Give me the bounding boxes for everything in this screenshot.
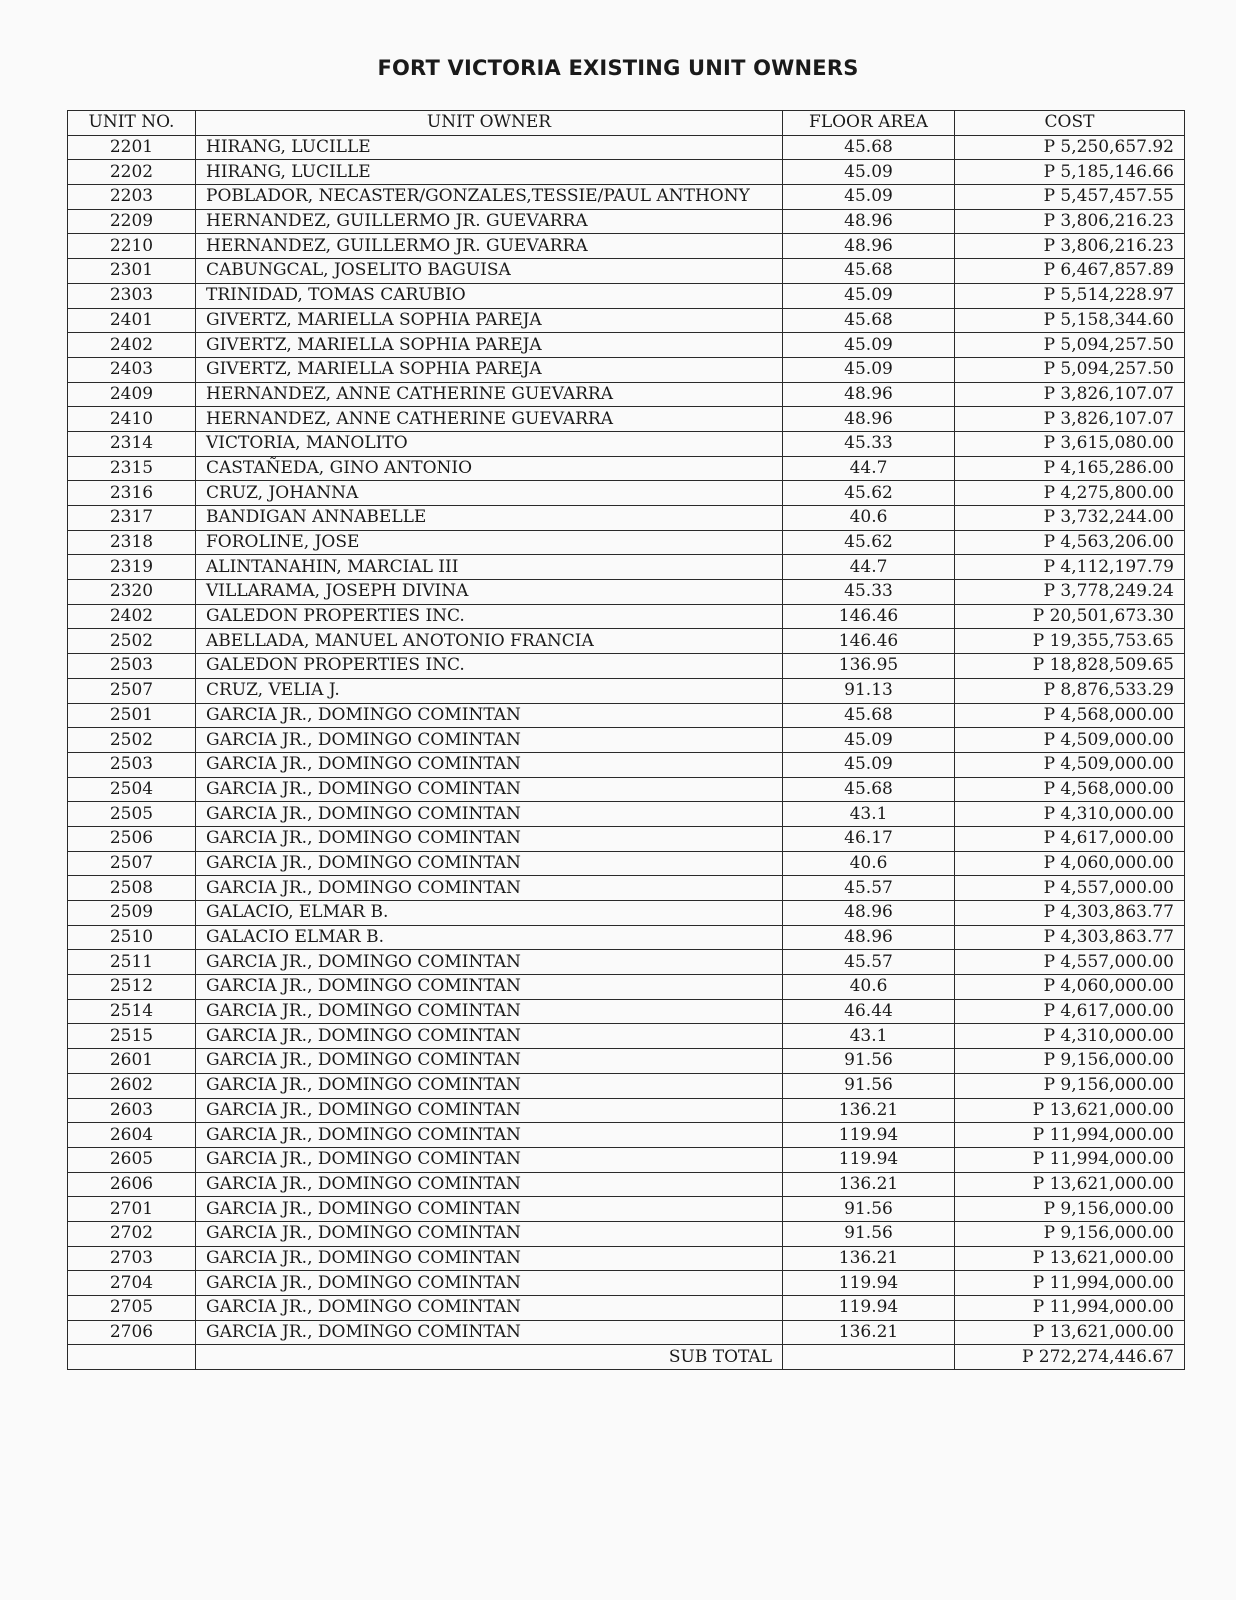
unit-no-cell: 2502 bbox=[68, 629, 196, 654]
table-row bbox=[68, 629, 1185, 654]
subtotal-value: P 272,274,446.67 bbox=[955, 1345, 1185, 1370]
unit-owner-cell: GARCIA JR., DOMINGO COMINTAN bbox=[196, 975, 783, 1000]
cost-cell: P 3,778,249.24 bbox=[955, 580, 1185, 605]
cost-cell: P 5,094,257.50 bbox=[955, 333, 1185, 358]
unit-owner-cell: GARCIA JR., DOMINGO COMINTAN bbox=[196, 1123, 783, 1148]
table-row bbox=[68, 826, 1185, 851]
table-row bbox=[68, 580, 1185, 605]
header-row bbox=[68, 111, 1185, 136]
unit-no-cell: 2606 bbox=[68, 1172, 196, 1197]
floor-area-cell: 40.6 bbox=[783, 851, 955, 876]
unit-owner-cell: GARCIA JR., DOMINGO COMINTAN bbox=[196, 1098, 783, 1123]
floor-area-cell: 119.94 bbox=[783, 1296, 955, 1321]
unit-owner-cell: GARCIA JR., DOMINGO COMINTAN bbox=[196, 1296, 783, 1321]
unit-owner-cell: HERNANDEZ, GUILLERMO JR. GUEVARRA bbox=[196, 209, 783, 234]
unit-owner-cell: GARCIA JR., DOMINGO COMINTAN bbox=[196, 1197, 783, 1222]
unit-no-cell: 2314 bbox=[68, 431, 196, 456]
unit-owner-cell: HERNANDEZ, ANNE CATHERINE GUEVARRA bbox=[196, 382, 783, 407]
unit-owner-cell: GALEDON PROPERTIES INC. bbox=[196, 654, 783, 679]
unit-no-cell: 2704 bbox=[68, 1271, 196, 1296]
table-row bbox=[68, 950, 1185, 975]
table-row bbox=[68, 1271, 1185, 1296]
unit-no-cell: 2403 bbox=[68, 357, 196, 382]
table-body bbox=[68, 135, 1185, 1345]
unit-owner-cell: GARCIA JR., DOMINGO COMINTAN bbox=[196, 1221, 783, 1246]
table-row bbox=[68, 431, 1185, 456]
unit-owner-cell: POBLADOR, NECASTER/GONZALES,TESSIE/PAUL ANTHONY bbox=[196, 185, 783, 210]
unit-no-cell: 2201 bbox=[68, 135, 196, 160]
cost-cell: P 4,557,000.00 bbox=[955, 950, 1185, 975]
unit-owner-cell: GIVERTZ, MARIELLA SOPHIA PAREJA bbox=[196, 357, 783, 382]
table-row bbox=[68, 530, 1185, 555]
cost-cell: P 11,994,000.00 bbox=[955, 1296, 1185, 1321]
cost-cell: P 4,563,206.00 bbox=[955, 530, 1185, 555]
table-row bbox=[68, 1246, 1185, 1271]
unit-owner-cell: GIVERTZ, MARIELLA SOPHIA PAREJA bbox=[196, 308, 783, 333]
unit-owner-cell: GARCIA JR., DOMINGO COMINTAN bbox=[196, 703, 783, 728]
unit-no-cell: 2203 bbox=[68, 185, 196, 210]
unit-no-cell: 2706 bbox=[68, 1320, 196, 1345]
floor-area-cell: 45.09 bbox=[783, 333, 955, 358]
unit-no-cell: 2604 bbox=[68, 1123, 196, 1148]
unit-no-cell: 2319 bbox=[68, 555, 196, 580]
cost-cell: P 13,621,000.00 bbox=[955, 1172, 1185, 1197]
table-row bbox=[68, 456, 1185, 481]
table-row bbox=[68, 308, 1185, 333]
subtotal-row bbox=[68, 1345, 1185, 1370]
cost-cell: P 9,156,000.00 bbox=[955, 1197, 1185, 1222]
floor-area-cell: 45.68 bbox=[783, 135, 955, 160]
unit-no-cell: 2318 bbox=[68, 530, 196, 555]
unit-owners-table bbox=[67, 110, 1185, 1370]
cost-cell: P 4,617,000.00 bbox=[955, 999, 1185, 1024]
unit-owner-cell: CRUZ, VELIA J. bbox=[196, 678, 783, 703]
cost-cell: P 4,310,000.00 bbox=[955, 1024, 1185, 1049]
table-row bbox=[68, 925, 1185, 950]
floor-area-cell: 44.7 bbox=[783, 555, 955, 580]
unit-no-cell: 2510 bbox=[68, 925, 196, 950]
unit-owner-cell: CRUZ, JOHANNA bbox=[196, 481, 783, 506]
table-row bbox=[68, 802, 1185, 827]
unit-owner-cell: GARCIA JR., DOMINGO COMINTAN bbox=[196, 1172, 783, 1197]
table-row bbox=[68, 678, 1185, 703]
unit-no-cell: 2202 bbox=[68, 160, 196, 185]
floor-area-cell: 40.6 bbox=[783, 506, 955, 531]
floor-area-cell: 136.21 bbox=[783, 1320, 955, 1345]
table-row bbox=[68, 1172, 1185, 1197]
cost-cell: P 11,994,000.00 bbox=[955, 1123, 1185, 1148]
unit-owner-cell: HERNANDEZ, ANNE CATHERINE GUEVARRA bbox=[196, 407, 783, 432]
floor-area-cell: 48.96 bbox=[783, 925, 955, 950]
table-row bbox=[68, 777, 1185, 802]
table-row bbox=[68, 728, 1185, 753]
floor-area-cell: 46.44 bbox=[783, 999, 955, 1024]
table-row bbox=[68, 851, 1185, 876]
unit-no-cell: 2702 bbox=[68, 1221, 196, 1246]
table-row bbox=[68, 1123, 1185, 1148]
cost-cell: P 4,509,000.00 bbox=[955, 728, 1185, 753]
cost-cell: P 5,185,146.66 bbox=[955, 160, 1185, 185]
cost-cell: P 3,826,107.07 bbox=[955, 407, 1185, 432]
subtotal-label: SUB TOTAL bbox=[196, 1345, 783, 1370]
unit-no-cell: 2512 bbox=[68, 975, 196, 1000]
cost-cell: P 19,355,753.65 bbox=[955, 629, 1185, 654]
unit-no-cell: 2502 bbox=[68, 728, 196, 753]
floor-area-cell: 146.46 bbox=[783, 629, 955, 654]
cost-cell: P 4,060,000.00 bbox=[955, 975, 1185, 1000]
floor-area-cell: 46.17 bbox=[783, 826, 955, 851]
cost-cell: P 18,828,509.65 bbox=[955, 654, 1185, 679]
table-row bbox=[68, 357, 1185, 382]
unit-no-cell: 2401 bbox=[68, 308, 196, 333]
unit-owner-cell: GIVERTZ, MARIELLA SOPHIA PAREJA bbox=[196, 333, 783, 358]
table-row bbox=[68, 975, 1185, 1000]
table-row bbox=[68, 555, 1185, 580]
unit-owner-cell: GALEDON PROPERTIES INC. bbox=[196, 604, 783, 629]
unit-no-cell: 2605 bbox=[68, 1147, 196, 1172]
unit-no-cell: 2705 bbox=[68, 1296, 196, 1321]
floor-area-cell: 44.7 bbox=[783, 456, 955, 481]
cost-cell: P 4,165,286.00 bbox=[955, 456, 1185, 481]
cost-cell: P 4,568,000.00 bbox=[955, 777, 1185, 802]
cost-cell: P 4,275,800.00 bbox=[955, 481, 1185, 506]
floor-area-cell: 91.13 bbox=[783, 678, 955, 703]
table-row bbox=[68, 185, 1185, 210]
unit-no-cell: 2303 bbox=[68, 283, 196, 308]
cost-cell: P 5,514,228.97 bbox=[955, 283, 1185, 308]
unit-no-cell: 2503 bbox=[68, 654, 196, 679]
unit-no-cell: 2701 bbox=[68, 1197, 196, 1222]
floor-area-cell: 45.57 bbox=[783, 876, 955, 901]
cost-cell: P 9,156,000.00 bbox=[955, 1049, 1185, 1074]
floor-area-cell: 45.33 bbox=[783, 580, 955, 605]
table-row bbox=[68, 1098, 1185, 1123]
unit-owner-cell: GARCIA JR., DOMINGO COMINTAN bbox=[196, 1073, 783, 1098]
cost-cell: P 13,621,000.00 bbox=[955, 1098, 1185, 1123]
cost-cell: P 4,310,000.00 bbox=[955, 802, 1185, 827]
floor-area-cell: 119.94 bbox=[783, 1271, 955, 1296]
floor-area-cell: 91.56 bbox=[783, 1197, 955, 1222]
cost-cell: P 4,568,000.00 bbox=[955, 703, 1185, 728]
unit-no-cell: 2209 bbox=[68, 209, 196, 234]
table-row bbox=[68, 604, 1185, 629]
table-row bbox=[68, 1197, 1185, 1222]
cost-cell: P 5,250,657.92 bbox=[955, 135, 1185, 160]
unit-no-cell: 2410 bbox=[68, 407, 196, 432]
unit-no-cell: 2511 bbox=[68, 950, 196, 975]
cost-cell: P 9,156,000.00 bbox=[955, 1073, 1185, 1098]
floor-area-cell: 45.68 bbox=[783, 259, 955, 284]
floor-area-cell: 45.62 bbox=[783, 481, 955, 506]
floor-area-cell: 91.56 bbox=[783, 1049, 955, 1074]
unit-owner-cell: FOROLINE, JOSE bbox=[196, 530, 783, 555]
table-row bbox=[68, 259, 1185, 284]
unit-owner-cell: GARCIA JR., DOMINGO COMINTAN bbox=[196, 950, 783, 975]
unit-no-cell: 2409 bbox=[68, 382, 196, 407]
unit-no-cell: 2402 bbox=[68, 604, 196, 629]
floor-area-cell: 136.21 bbox=[783, 1172, 955, 1197]
unit-no-cell: 2601 bbox=[68, 1049, 196, 1074]
unit-owner-cell: CABUNGCAL, JOSELITO BAGUISA bbox=[196, 259, 783, 284]
floor-area-cell: 45.09 bbox=[783, 185, 955, 210]
header-floor-area: FLOOR AREA bbox=[783, 111, 955, 136]
floor-area-cell: 40.6 bbox=[783, 975, 955, 1000]
cost-cell: P 4,303,863.77 bbox=[955, 925, 1185, 950]
floor-area-cell: 146.46 bbox=[783, 604, 955, 629]
unit-owner-cell: GARCIA JR., DOMINGO COMINTAN bbox=[196, 999, 783, 1024]
header-unit-owner: UNIT OWNER bbox=[196, 111, 783, 136]
floor-area-cell: 45.68 bbox=[783, 777, 955, 802]
floor-area-cell: 119.94 bbox=[783, 1123, 955, 1148]
unit-no-cell: 2508 bbox=[68, 876, 196, 901]
unit-no-cell: 2603 bbox=[68, 1098, 196, 1123]
unit-no-cell: 2210 bbox=[68, 234, 196, 259]
unit-owner-cell: GALACIO, ELMAR B. bbox=[196, 901, 783, 926]
table-row bbox=[68, 901, 1185, 926]
table-row bbox=[68, 752, 1185, 777]
unit-owner-cell: ABELLADA, MANUEL ANOTONIO FRANCIA bbox=[196, 629, 783, 654]
table-row bbox=[68, 160, 1185, 185]
cost-cell: P 3,826,107.07 bbox=[955, 382, 1185, 407]
table-row bbox=[68, 481, 1185, 506]
floor-area-cell: 45.09 bbox=[783, 357, 955, 382]
table-row bbox=[68, 1073, 1185, 1098]
unit-owner-cell: VICTORIA, MANOLITO bbox=[196, 431, 783, 456]
table-header bbox=[68, 111, 1185, 136]
subtotal-area-cell bbox=[783, 1345, 955, 1370]
table-row bbox=[68, 1147, 1185, 1172]
floor-area-cell: 48.96 bbox=[783, 234, 955, 259]
unit-owner-cell: GARCIA JR., DOMINGO COMINTAN bbox=[196, 802, 783, 827]
floor-area-cell: 43.1 bbox=[783, 1024, 955, 1049]
header-unit-no: UNIT NO. bbox=[68, 111, 196, 136]
unit-no-cell: 2317 bbox=[68, 506, 196, 531]
table-row bbox=[68, 1049, 1185, 1074]
unit-no-cell: 2505 bbox=[68, 802, 196, 827]
floor-area-cell: 45.57 bbox=[783, 950, 955, 975]
table-row bbox=[68, 654, 1185, 679]
unit-owner-cell: TRINIDAD, TOMAS CARUBIO bbox=[196, 283, 783, 308]
header-cost: COST bbox=[955, 111, 1185, 136]
floor-area-cell: 45.09 bbox=[783, 160, 955, 185]
table-row bbox=[68, 407, 1185, 432]
floor-area-cell: 45.68 bbox=[783, 703, 955, 728]
unit-owner-cell: GARCIA JR., DOMINGO COMINTAN bbox=[196, 1147, 783, 1172]
floor-area-cell: 45.68 bbox=[783, 308, 955, 333]
cost-cell: P 11,994,000.00 bbox=[955, 1271, 1185, 1296]
table-row bbox=[68, 234, 1185, 259]
floor-area-cell: 45.09 bbox=[783, 752, 955, 777]
table-footer bbox=[68, 1345, 1185, 1370]
unit-no-cell: 2506 bbox=[68, 826, 196, 851]
floor-area-cell: 91.56 bbox=[783, 1221, 955, 1246]
unit-no-cell: 2515 bbox=[68, 1024, 196, 1049]
unit-no-cell: 2316 bbox=[68, 481, 196, 506]
cost-cell: P 11,994,000.00 bbox=[955, 1147, 1185, 1172]
cost-cell: P 6,467,857.89 bbox=[955, 259, 1185, 284]
unit-owner-cell: GARCIA JR., DOMINGO COMINTAN bbox=[196, 826, 783, 851]
unit-owner-cell: ALINTANAHIN, MARCIAL III bbox=[196, 555, 783, 580]
unit-owner-cell: GALACIO ELMAR B. bbox=[196, 925, 783, 950]
cost-cell: P 3,806,216.23 bbox=[955, 209, 1185, 234]
cost-cell: P 4,303,863.77 bbox=[955, 901, 1185, 926]
unit-no-cell: 2301 bbox=[68, 259, 196, 284]
table-row bbox=[68, 333, 1185, 358]
unit-owner-cell: GARCIA JR., DOMINGO COMINTAN bbox=[196, 1024, 783, 1049]
table-row bbox=[68, 703, 1185, 728]
cost-cell: P 13,621,000.00 bbox=[955, 1320, 1185, 1345]
unit-owner-cell: HIRANG, LUCILLE bbox=[196, 160, 783, 185]
unit-no-cell: 2503 bbox=[68, 752, 196, 777]
unit-no-cell: 2501 bbox=[68, 703, 196, 728]
cost-cell: P 5,158,344.60 bbox=[955, 308, 1185, 333]
unit-no-cell: 2507 bbox=[68, 678, 196, 703]
unit-owner-cell: GARCIA JR., DOMINGO COMINTAN bbox=[196, 1246, 783, 1271]
floor-area-cell: 48.96 bbox=[783, 382, 955, 407]
unit-no-cell: 2320 bbox=[68, 580, 196, 605]
cost-cell: P 8,876,533.29 bbox=[955, 678, 1185, 703]
unit-owner-cell: GARCIA JR., DOMINGO COMINTAN bbox=[196, 1049, 783, 1074]
table-row bbox=[68, 876, 1185, 901]
cost-cell: P 3,615,080.00 bbox=[955, 431, 1185, 456]
table-row bbox=[68, 1296, 1185, 1321]
unit-owner-cell: GARCIA JR., DOMINGO COMINTAN bbox=[196, 752, 783, 777]
table-row bbox=[68, 382, 1185, 407]
floor-area-cell: 136.21 bbox=[783, 1098, 955, 1123]
unit-no-cell: 2703 bbox=[68, 1246, 196, 1271]
floor-area-cell: 48.96 bbox=[783, 901, 955, 926]
unit-no-cell: 2315 bbox=[68, 456, 196, 481]
unit-owner-cell: BANDIGAN ANNABELLE bbox=[196, 506, 783, 531]
unit-owner-cell: GARCIA JR., DOMINGO COMINTAN bbox=[196, 728, 783, 753]
floor-area-cell: 136.21 bbox=[783, 1246, 955, 1271]
unit-owner-cell: GARCIA JR., DOMINGO COMINTAN bbox=[196, 851, 783, 876]
floor-area-cell: 43.1 bbox=[783, 802, 955, 827]
unit-owner-cell: GARCIA JR., DOMINGO COMINTAN bbox=[196, 876, 783, 901]
unit-no-cell: 2602 bbox=[68, 1073, 196, 1098]
cost-cell: P 4,617,000.00 bbox=[955, 826, 1185, 851]
unit-no-cell: 2504 bbox=[68, 777, 196, 802]
unit-owner-cell: CASTAÑEDA, GINO ANTONIO bbox=[196, 456, 783, 481]
unit-owner-cell: HIRANG, LUCILLE bbox=[196, 135, 783, 160]
unit-no-cell: 2514 bbox=[68, 999, 196, 1024]
table-row bbox=[68, 283, 1185, 308]
table-row bbox=[68, 135, 1185, 160]
cost-cell: P 4,557,000.00 bbox=[955, 876, 1185, 901]
unit-owner-cell: GARCIA JR., DOMINGO COMINTAN bbox=[196, 1320, 783, 1345]
cost-cell: P 3,732,244.00 bbox=[955, 506, 1185, 531]
floor-area-cell: 91.56 bbox=[783, 1073, 955, 1098]
cost-cell: P 5,457,457.55 bbox=[955, 185, 1185, 210]
unit-owner-cell: VILLARAMA, JOSEPH DIVINA bbox=[196, 580, 783, 605]
floor-area-cell: 45.33 bbox=[783, 431, 955, 456]
table-row bbox=[68, 506, 1185, 531]
cost-cell: P 5,094,257.50 bbox=[955, 357, 1185, 382]
unit-owner-cell: HERNANDEZ, GUILLERMO JR. GUEVARRA bbox=[196, 234, 783, 259]
floor-area-cell: 45.09 bbox=[783, 728, 955, 753]
floor-area-cell: 45.62 bbox=[783, 530, 955, 555]
floor-area-cell: 136.95 bbox=[783, 654, 955, 679]
cost-cell: P 4,509,000.00 bbox=[955, 752, 1185, 777]
table-row bbox=[68, 209, 1185, 234]
unit-no-cell: 2509 bbox=[68, 901, 196, 926]
unit-owner-cell: GARCIA JR., DOMINGO COMINTAN bbox=[196, 777, 783, 802]
table-row bbox=[68, 1024, 1185, 1049]
table-row bbox=[68, 1320, 1185, 1345]
table-row bbox=[68, 999, 1185, 1024]
unit-no-cell: 2507 bbox=[68, 851, 196, 876]
cost-cell: P 4,060,000.00 bbox=[955, 851, 1185, 876]
cost-cell: P 9,156,000.00 bbox=[955, 1221, 1185, 1246]
document-title: FORT VICTORIA EXISTING UNIT OWNERS bbox=[377, 56, 859, 80]
cost-cell: P 20,501,673.30 bbox=[955, 604, 1185, 629]
cost-cell: P 3,806,216.23 bbox=[955, 234, 1185, 259]
table-row bbox=[68, 1221, 1185, 1246]
floor-area-cell: 45.09 bbox=[783, 283, 955, 308]
floor-area-cell: 48.96 bbox=[783, 407, 955, 432]
floor-area-cell: 48.96 bbox=[783, 209, 955, 234]
unit-owner-cell: GARCIA JR., DOMINGO COMINTAN bbox=[196, 1271, 783, 1296]
subtotal-empty-cell bbox=[68, 1345, 196, 1370]
floor-area-cell: 119.94 bbox=[783, 1147, 955, 1172]
cost-cell: P 4,112,197.79 bbox=[955, 555, 1185, 580]
unit-no-cell: 2402 bbox=[68, 333, 196, 358]
cost-cell: P 13,621,000.00 bbox=[955, 1246, 1185, 1271]
